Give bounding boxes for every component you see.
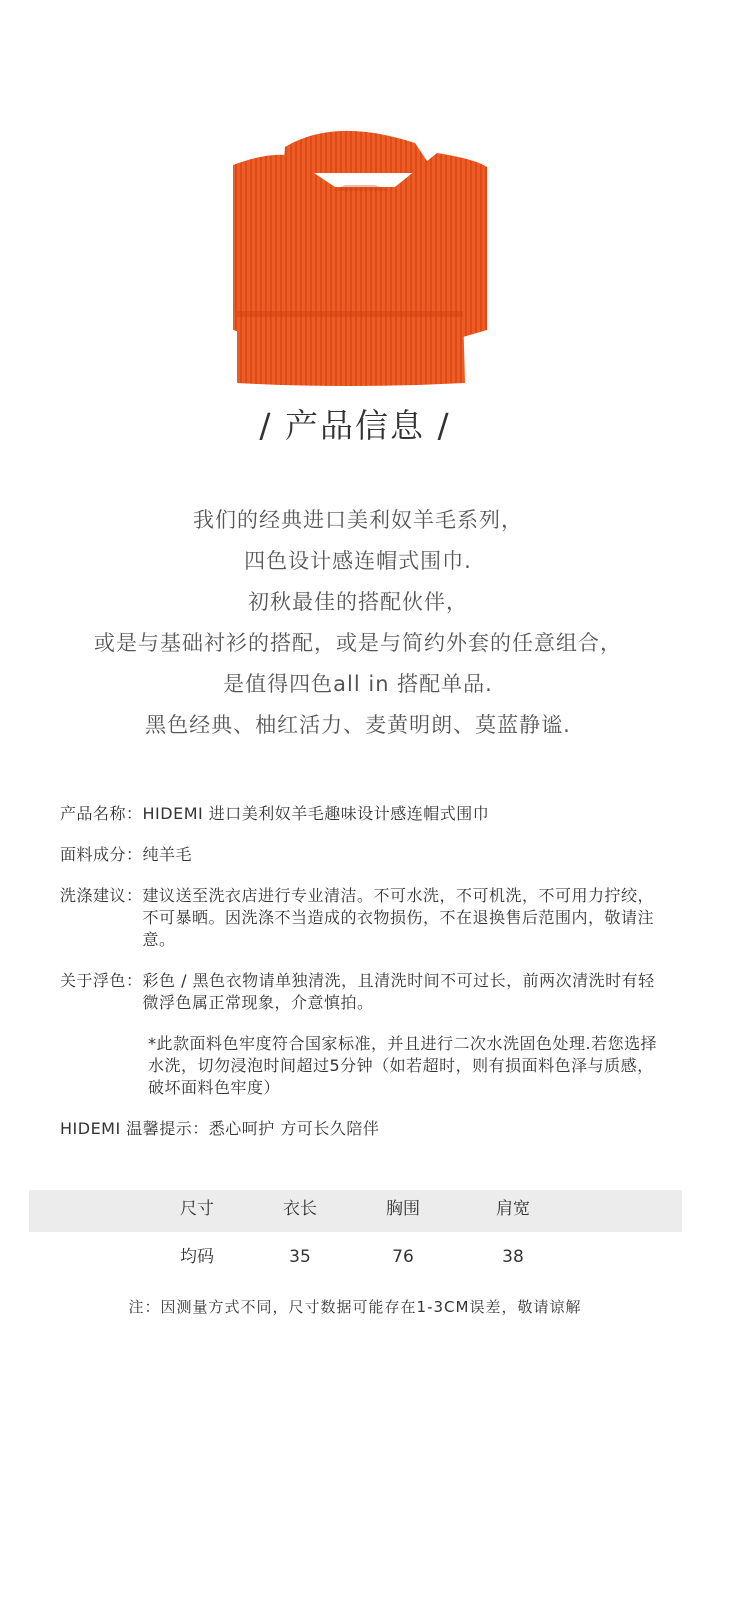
header-cell: 肩宽	[496, 1199, 530, 1219]
table-cell: 76	[392, 1247, 414, 1267]
header-cell: 胸围	[386, 1199, 420, 1219]
measurement-footnote: 注：因测量方式不同，尺寸数据可能存在1-3CM误差，敬请谅解	[128, 1298, 582, 1316]
info-value: HIDEMI 进口美利奴羊毛趣味设计感连帽式围巾	[142, 804, 490, 823]
product-image	[225, 125, 495, 387]
product-info	[60, 803, 670, 1140]
table-cell: 均码	[180, 1247, 214, 1267]
section-title: / 产品信息 /	[259, 406, 451, 445]
intro-line: 初秋最佳的搭配伙伴，	[248, 590, 468, 614]
intro-line: 黑色经典、柚红活力、麦黄明朗、莫蓝静谧.	[145, 713, 571, 737]
info-value: 建议送至洗衣店进行专业清洁。不可水洗，不可机洗，不可用力拧绞，不可暴晒。因洗涤不当造成的衣物损伤，不在退换售后范围内，敬请注意。	[142, 886, 655, 949]
table-cell: 38	[502, 1247, 524, 1267]
info-label: 产品名称：	[60, 804, 143, 823]
intro-line: 四色设计感连帽式围巾.	[244, 549, 472, 573]
table-cell: 35	[289, 1247, 311, 1267]
intro-line: 或是与基础衬衫的搭配，或是与简约外套的任意组合，	[94, 631, 622, 655]
header-cell: 衣长	[283, 1199, 317, 1219]
care-note: *此款面料色牢度符合国家标准，并且进行二次水洗固色处理.若您选择水洗，切勿浸泡时间超过5分钟（如若超时，则有损面料色泽与质感，破坏面料色牢度）	[148, 1034, 658, 1097]
info-row-float	[60, 970, 670, 1014]
header-cell: 尺寸	[180, 1199, 214, 1219]
info-label: 面料成分：	[60, 845, 143, 864]
intro-line: 是值得四色all in 搭配单品.	[223, 672, 493, 696]
info-row-fabric	[60, 844, 670, 866]
intro-text	[0, 500, 716, 746]
care-hint: HIDEMI 温馨提示：悉心呵护 方可长久陪伴	[60, 1119, 380, 1138]
info-row-wash	[60, 885, 670, 951]
info-row-name	[60, 803, 670, 825]
info-value: 彩色 / 黑色衣物请单独清洗，且清洗时间不可过长，前两次清洗时有轻微浮色属正常现象，介意慎拍。	[142, 971, 655, 1012]
size-table	[29, 1190, 682, 1282]
info-value: 纯羊毛	[142, 845, 193, 864]
table-row	[29, 1232, 682, 1282]
intro-line: 我们的经典进口美利奴羊毛系列，	[193, 508, 523, 532]
info-label: 关于浮色：	[60, 971, 143, 990]
size-table-header	[29, 1190, 682, 1232]
info-label: 洗涤建议：	[60, 886, 143, 905]
